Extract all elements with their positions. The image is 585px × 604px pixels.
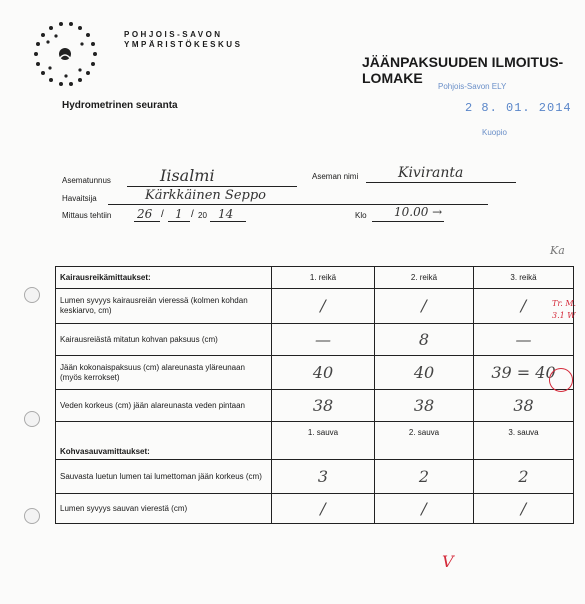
cell-value[interactable]: — [272, 324, 375, 356]
cell-value[interactable]: 38 [375, 390, 474, 422]
date-month-value[interactable]: 1 [175, 207, 183, 221]
rod-col-2: 2. sauva [375, 422, 474, 460]
row-label: Lumen syvyys sauvan vierestä (cm) [56, 494, 272, 524]
stamp-city: Kuopio [482, 128, 507, 137]
stamp-org: Pohjois-Savon ELY [438, 82, 507, 91]
row-label: Lumen syvyys kairausreiän vieressä (kolmen kohdan keskiarvo, cm) [56, 289, 272, 324]
form-title-line2: LOMAKE [362, 70, 423, 86]
cell-value[interactable]: 3 [272, 460, 375, 494]
row-label: Kairausreiästä mitatun kohvan paksuus (cm) [56, 324, 272, 356]
cell-value[interactable]: 2 [474, 460, 574, 494]
section-title: Hydrometrinen seuranta [62, 100, 178, 111]
rod-section-title: Kohvasauvamittaukset: [56, 422, 272, 460]
drill-section-title: Kairausreikämittaukset: [56, 267, 272, 289]
org-name-line2: YMPÄRISTÖKESKUS [124, 40, 243, 49]
sun-logo-icon [22, 14, 104, 92]
station-id-value[interactable]: Iisalmi [160, 166, 215, 185]
punch-hole-top [24, 287, 40, 303]
org-name [124, 30, 242, 50]
cell-value[interactable]: 40 [272, 356, 375, 390]
observer-value[interactable]: Kärkkäinen Seppo [145, 188, 266, 203]
row-label: Jään kokonaispaksuus (cm) alareunasta yläreunaan (myös kerrokset) [56, 356, 272, 390]
cell-value[interactable]: / [272, 289, 375, 324]
observer-label: Havaitsija [62, 194, 97, 203]
punch-hole-middle [24, 411, 40, 427]
measurement-table [55, 266, 574, 524]
date-label: Mittaus tehtiin [62, 211, 112, 220]
date-year-prefix: 20 [198, 211, 207, 220]
red-bottom-mark: V [442, 552, 454, 571]
station-name-value[interactable]: Kiviranta [398, 165, 464, 181]
station-name-line [366, 182, 516, 183]
table-row [56, 494, 574, 524]
date-day-line [134, 221, 160, 222]
red-circle-mark [549, 368, 573, 392]
cell-value[interactable]: 38 [474, 390, 574, 422]
date-year-line [210, 221, 246, 222]
cell-value[interactable]: / [375, 289, 474, 324]
drill-header-row [56, 267, 574, 289]
time-line [372, 221, 444, 222]
cell-value[interactable]: / [375, 494, 474, 524]
station-id-label: Asematunnus [62, 176, 111, 185]
rod-header-row [56, 422, 574, 460]
table-row [56, 324, 574, 356]
punch-hole-bottom [24, 508, 40, 524]
date-year-value[interactable]: 14 [218, 207, 234, 221]
drill-col-3: 3. reikä [474, 267, 574, 289]
cell-value[interactable]: 38 [272, 390, 375, 422]
table-row [56, 460, 574, 494]
date-separator-1: / [161, 209, 164, 220]
cell-value[interactable]: 2 [375, 460, 474, 494]
time-label: Klo [355, 211, 367, 220]
table-row [56, 390, 574, 422]
date-separator-2: / [191, 209, 194, 220]
cell-value[interactable]: — [474, 324, 574, 356]
corner-note: Ka [550, 244, 565, 257]
drill-col-1: 1. reikä [272, 267, 375, 289]
table-row [56, 356, 574, 390]
cell-value[interactable]: / [474, 289, 574, 324]
date-day-value[interactable]: 26 [137, 207, 153, 221]
date-month-line [168, 221, 190, 222]
form-title-line1: JÄÄNPAKSUUDEN ILMOITUS- [362, 54, 564, 70]
rod-col-3: 3. sauva [474, 422, 574, 460]
row-label: Veden korkeus (cm) jään alareunasta veden pintaan [56, 390, 272, 422]
station-id-line [127, 186, 297, 187]
station-name-label: Aseman nimi [312, 172, 359, 181]
red-side-note: Tr. M. 3.1 W [552, 299, 577, 320]
cell-value[interactable]: / [272, 494, 375, 524]
row-label: Sauvasta luetun lumen tai lumettoman jään korkeus (cm) [56, 460, 272, 494]
cell-value[interactable]: 40 [375, 356, 474, 390]
cell-value-corrected[interactable]: 39 = 40 [474, 356, 574, 390]
cell-value[interactable]: / [474, 494, 574, 524]
stamp-date: 2 8. 01. 2014 [465, 101, 572, 115]
cell-value[interactable]: 8 [375, 324, 474, 356]
table-row [56, 289, 574, 324]
rod-col-1: 1. sauva [272, 422, 375, 460]
org-name-line1: POHJOIS-SAVON [124, 30, 223, 39]
logo [22, 14, 104, 92]
drill-col-2: 2. reikä [375, 267, 474, 289]
time-value[interactable]: 10.00 → [394, 205, 443, 219]
